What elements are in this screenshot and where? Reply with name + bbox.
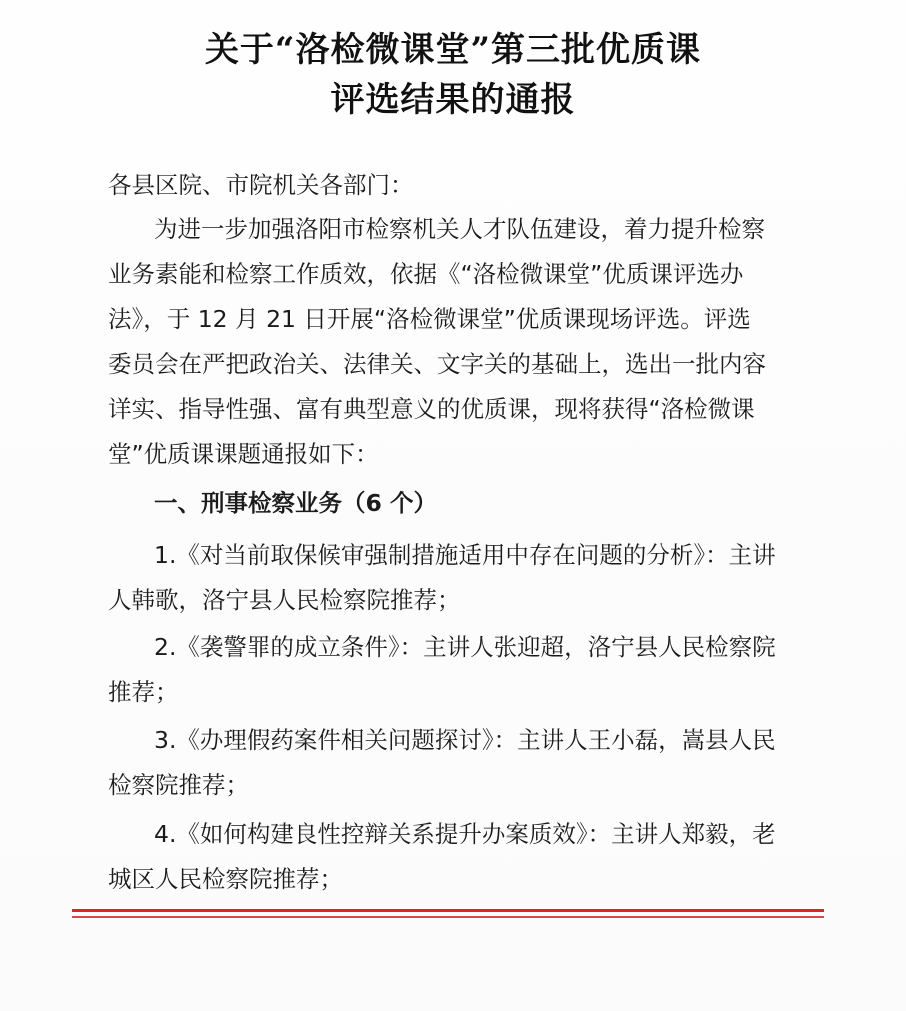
- paragraph-line: 业务素能和检察工作质效，依据《“洛检微课堂”优质课评选办: [108, 260, 744, 288]
- red-divider-line-secondary: [72, 916, 824, 918]
- list-item-line: 3.《办理假药案件相关问题探讨》：主讲人王小磊，嵩县人民: [154, 726, 776, 754]
- list-item-line: 4.《如何构建良性控辩关系提升办案质效》：主讲人郑毅，老: [154, 820, 776, 848]
- list-item-line: 推荐；: [108, 678, 179, 706]
- red-divider-line: [72, 909, 824, 912]
- paragraph-line: 堂”优质课课题通报如下：: [108, 440, 379, 468]
- paragraph-line: 详实、指导性强、富有典型意义的优质课，现将获得“洛检微课: [108, 395, 755, 423]
- salutation: 各县区院、市院机关各部门：: [108, 171, 414, 199]
- list-item-line: 1.《对当前取保候审强制措施适用中存在问题的分析》：主讲: [154, 541, 776, 569]
- paragraph-line: 委员会在严把政治关、法律关、文字关的基础上，选出一批内容: [108, 350, 766, 378]
- paragraph-line: 为进一步加强洛阳市检察机关人才队伍建设，着力提升检察: [154, 215, 765, 243]
- document-title-line-1: 关于“洛检微课堂”第三批优质课: [204, 30, 702, 70]
- list-item-line: 检察院推荐；: [108, 771, 249, 799]
- list-item-line: 2.《袭警罪的成立条件》：主讲人张迎超，洛宁县人民检察院: [154, 633, 776, 661]
- section-heading: 一、刑事检察业务（6 个）: [154, 489, 438, 517]
- list-item-line: 城区人民检察院推荐；: [108, 865, 343, 893]
- document-title-line-2: 评选结果的通报: [330, 80, 576, 120]
- paragraph-line: 法》，于 12 月 21 日开展“洛检微课堂”优质课现场评选。评选: [108, 305, 751, 333]
- list-item-line: 人韩歌，洛宁县人民检察院推荐；: [108, 586, 461, 614]
